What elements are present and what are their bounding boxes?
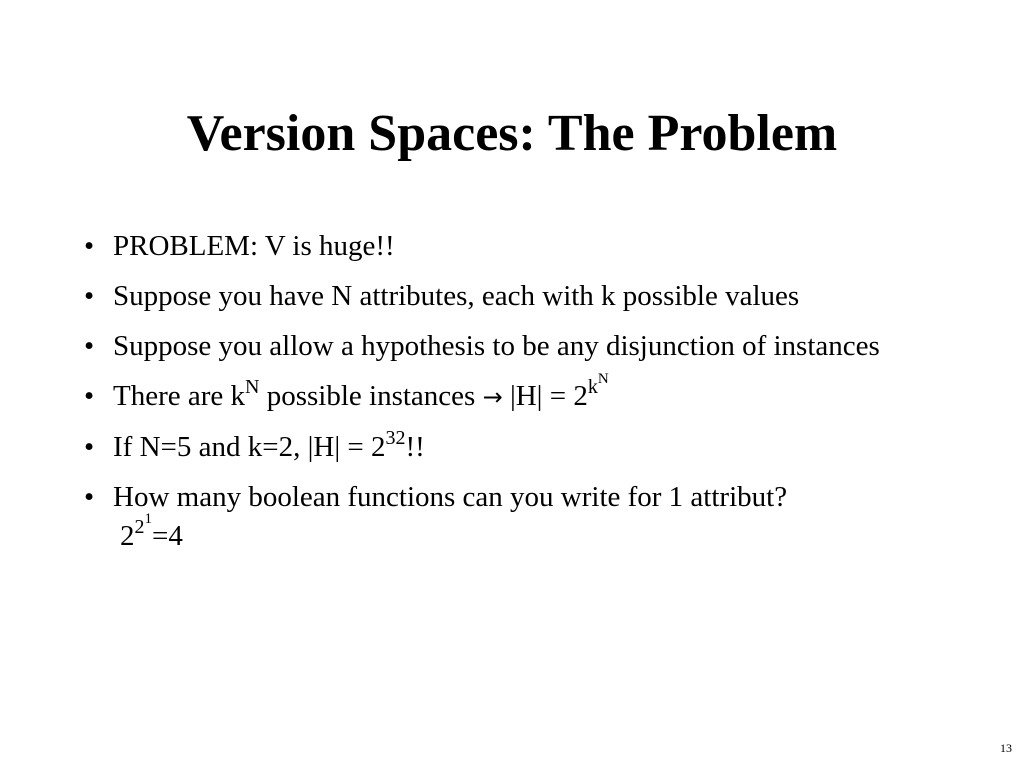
bullet-item: [84, 227, 944, 266]
bullet-text: PROBLEM: V is huge!!: [113, 230, 395, 262]
answer-formula: [113, 511, 944, 556]
nested-superscript: N: [597, 371, 609, 387]
bullet-dot: •: [84, 280, 95, 312]
slide-title: Version Spaces: The Problem: [186, 105, 838, 162]
superscript-base: 2: [134, 516, 145, 538]
superscript: 32: [385, 427, 406, 449]
bullet-item: [84, 371, 944, 417]
bullet-text: Suppose you allow a hypothesis to be any disjunction of instances: [113, 330, 880, 362]
formula-text: =4: [152, 520, 183, 552]
bullet-text-formula: [113, 428, 944, 467]
superscript-base: k: [587, 376, 598, 398]
right-arrow-icon: →: [482, 383, 503, 411]
nested-superscript: 1: [144, 511, 152, 527]
bullet-text-formula: [113, 371, 944, 417]
formula-text: |H| = 2: [502, 380, 588, 412]
bullet-list: [84, 227, 944, 567]
bullet-item: [84, 428, 944, 467]
question-text: How many boolean functions can you write for 1 attribut?: [113, 481, 788, 513]
formula-text: !!: [405, 431, 425, 463]
superscript: N: [245, 376, 260, 398]
bullet-dot: •: [84, 380, 95, 412]
formula-text: There are k: [113, 380, 246, 412]
bullet-item: [84, 277, 944, 316]
bullet-dot: •: [84, 431, 95, 463]
superscript: [587, 371, 609, 398]
bullet-dot: •: [84, 230, 95, 262]
bullet-item: [84, 478, 944, 556]
bullet-item: [84, 327, 944, 366]
bullet-text: [113, 478, 944, 556]
formula-text: 2: [120, 520, 135, 552]
bullet-dot: •: [84, 330, 95, 362]
superscript: [134, 511, 153, 538]
bullet-dot: •: [84, 481, 95, 513]
formula-text: possible instances: [259, 380, 483, 412]
formula-text: If N=5 and k=2, |H| = 2: [113, 431, 386, 463]
bullet-text: Suppose you have N attributes, each with k possible values: [113, 280, 800, 312]
page-number: 13: [1000, 741, 1012, 755]
